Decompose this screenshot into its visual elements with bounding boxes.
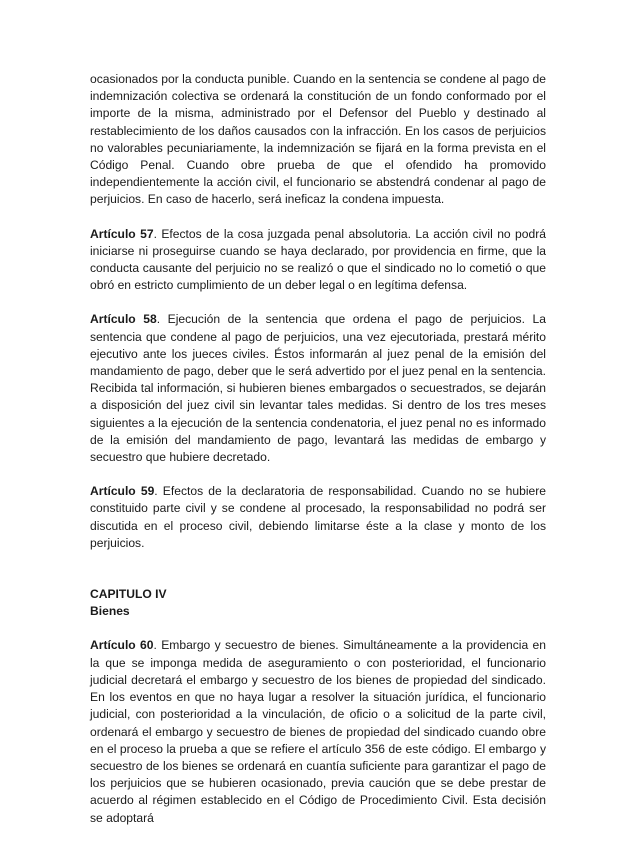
article-label: Artículo 59 (90, 484, 155, 499)
article-label: Artículo 58 (90, 312, 157, 327)
article-59 (90, 483, 546, 552)
article-57 (90, 226, 546, 295)
document-page (90, 71, 546, 844)
chapter-number: CAPITULO IV (90, 587, 167, 602)
chapter-title: Bienes (90, 604, 130, 619)
intro-paragraph: ocasionados por la conducta punible. Cuando en la sentencia se condene al pago de indemnización colectiva se ordenará la constitución de un fondo conformado por el importe de la misma, administrado por el Defensor del Pueblo y destinado al restablecimiento de los daños causados con la infracción. En los casos de perjuicios no valorables pecuniariamente, la indemnización se fijará en la forma prevista en el Código Penal. Cuando obre prueba de que el ofendido ha promovido independientemente la acción civil, el funcionario se abstendrá condenar al pago de perjuicios. En caso de hacerlo, será ineficaz la condena impuesta. (90, 72, 546, 207)
chapter-heading (90, 586, 546, 620)
article-label: Artículo 57 (90, 226, 154, 241)
article-text: . Efectos de la declaratoria de responsabilidad. Cuando no se hubiere constituido parte civil y se condene al procesado, la responsabilidad no podrá ser discutida en el proceso civil, debiendo limitarse éste a la clase y monto de los perjuicios. (90, 484, 546, 550)
article-text: . Embargo y secuestro de bienes. Simultáneamente a la providencia en la que se imponga medida de aseguramiento o con posterioridad, el funcionario judicial decretará el embargo y secuestro de los bienes de propiedad del sindicado. En los eventos en que no haya lugar a resolver la situación jurídica, el funcionario judicial, con posterioridad a la vinculación, de oficio o a solicitud de la parte civil, ordenará el embargo y secuestro de bienes de propiedad del sindicado cuando obre en el proceso la prueba a que se refiere el artículo 356 de este código. El embargo y secuestro de los bienes se ordenará en cuantía suficiente para garantizar el pago de los perjuicios que se hubieren ocasionado, previa caución que se debe prestar de acuerdo al régimen establecido en el Código de Procedimiento Civil. Esta decisión se adoptará (90, 638, 546, 825)
article-text: . Efectos de la cosa juzgada penal absolutoria. La acción civil no podrá iniciarse ni proseguirse cuando se haya declarado, por providencia en firme, que la conducta causante del perjuicio no se realizó o que el sindicado no lo cometió o que obró en estricto cumplimiento de un deber legal o en legítima defensa. (90, 226, 546, 293)
article-60 (90, 637, 546, 826)
article-text: . Ejecución de la sentencia que ordena el pago de perjuicios. La sentencia que condene al pago de perjuicios, una vez ejecutoriada, prestará mérito ejecutivo ante los jueces civiles. Éstos informarán al juez penal de la emisión del mandamiento de pago, deber que le será advertido por el juez penal en la sentencia. Recibida tal información, si hubieren bienes embargados o secuestrados, se dejarán a disposición del juez civil sin levantar tales medidas. Si dentro de los tres meses siguientes a la ejecución de la sentencia condenatoria, el juez penal no es informado de la emisión del mandamiento de pago, levantará las medidas de embargo y secuestro que hubiere decretado. (90, 312, 546, 465)
article-label: Artículo 60 (90, 638, 154, 653)
article-58 (90, 311, 546, 466)
